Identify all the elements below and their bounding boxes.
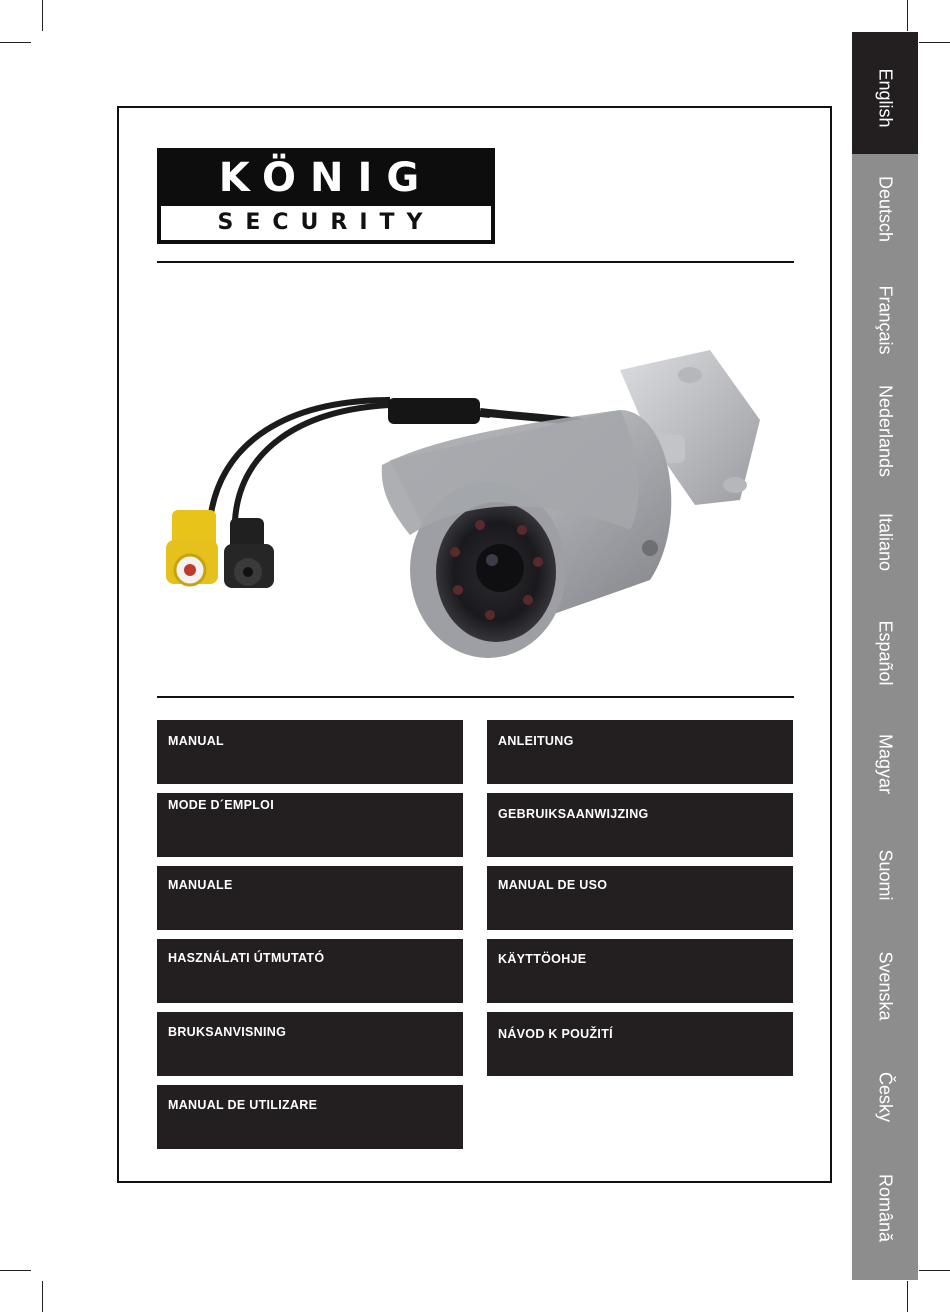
manual-title: GEBRUIKSAANWIJZING [498, 807, 649, 821]
manual-title-box [157, 939, 463, 1003]
crop-mark [907, 0, 908, 31]
crop-mark [919, 42, 950, 43]
tab-deutsch[interactable] [852, 154, 918, 264]
manual-title-box [487, 793, 793, 857]
tab-svenska[interactable] [852, 931, 918, 1041]
tab-english[interactable] [852, 43, 918, 153]
crop-mark [907, 1281, 908, 1312]
camera-photo [150, 330, 780, 670]
manual-title-box [487, 720, 793, 784]
manual-title: MANUAL [168, 734, 224, 748]
logo-brand-text: KÖNIG [218, 155, 434, 201]
tab-label: Česky [875, 1071, 896, 1123]
manual-title: MANUAL DE UTILIZARE [168, 1098, 318, 1112]
tab-cesky[interactable] [852, 1042, 918, 1152]
top-divider [157, 261, 794, 263]
manual-title-box [157, 1012, 463, 1076]
bottom-divider [157, 696, 794, 698]
tab-label: Magyar [875, 733, 896, 795]
manual-title-box [157, 1085, 463, 1149]
tab-nederlands[interactable] [852, 376, 918, 486]
manual-title: MODE D´EMPLOI [168, 798, 274, 812]
manual-title: BRUKSANVISNING [168, 1025, 287, 1039]
manual-title: ANLEITUNG [498, 734, 574, 748]
manual-title: NÁVOD K POUŽITÍ [498, 1027, 613, 1041]
manual-title: KÄYTTÖOHJE [498, 952, 587, 966]
manual-title: HASZNÁLATI ÚTMUTATÓ [168, 951, 325, 965]
tab-label: Nederlands [875, 384, 896, 478]
manual-title-box [157, 720, 463, 784]
tab-label: Español [875, 620, 896, 686]
tab-label: Svenska [875, 951, 896, 1021]
logo-sub-text: SECURITY [161, 206, 491, 240]
crop-mark [42, 1281, 43, 1312]
tab-espanol[interactable] [852, 598, 918, 708]
crop-mark [0, 1270, 31, 1271]
tab-magyar[interactable] [852, 709, 918, 819]
tab-label: Suomi [875, 849, 896, 901]
manual-title-box [157, 866, 463, 930]
tab-label: Deutsch [875, 175, 896, 243]
konig-security-logo [157, 148, 495, 244]
crop-mark [42, 0, 43, 31]
tab-romana[interactable] [852, 1153, 918, 1263]
manual-title: MANUAL DE USO [498, 878, 608, 892]
tab-suomi[interactable] [852, 820, 918, 930]
crop-mark [0, 42, 31, 43]
manual-title-box [487, 1012, 793, 1076]
tab-label: Italiano [875, 512, 896, 572]
tab-francais[interactable] [852, 265, 918, 375]
tab-label: Română [875, 1173, 896, 1243]
tab-label: Français [875, 285, 896, 355]
manual-title-box [487, 866, 793, 930]
manual-title: MANUALE [168, 878, 233, 892]
manual-title-box [487, 939, 793, 1003]
manual-title-box [157, 793, 463, 857]
tab-italiano[interactable] [852, 487, 918, 597]
tab-label: English [875, 68, 896, 128]
crop-mark [919, 1270, 950, 1271]
